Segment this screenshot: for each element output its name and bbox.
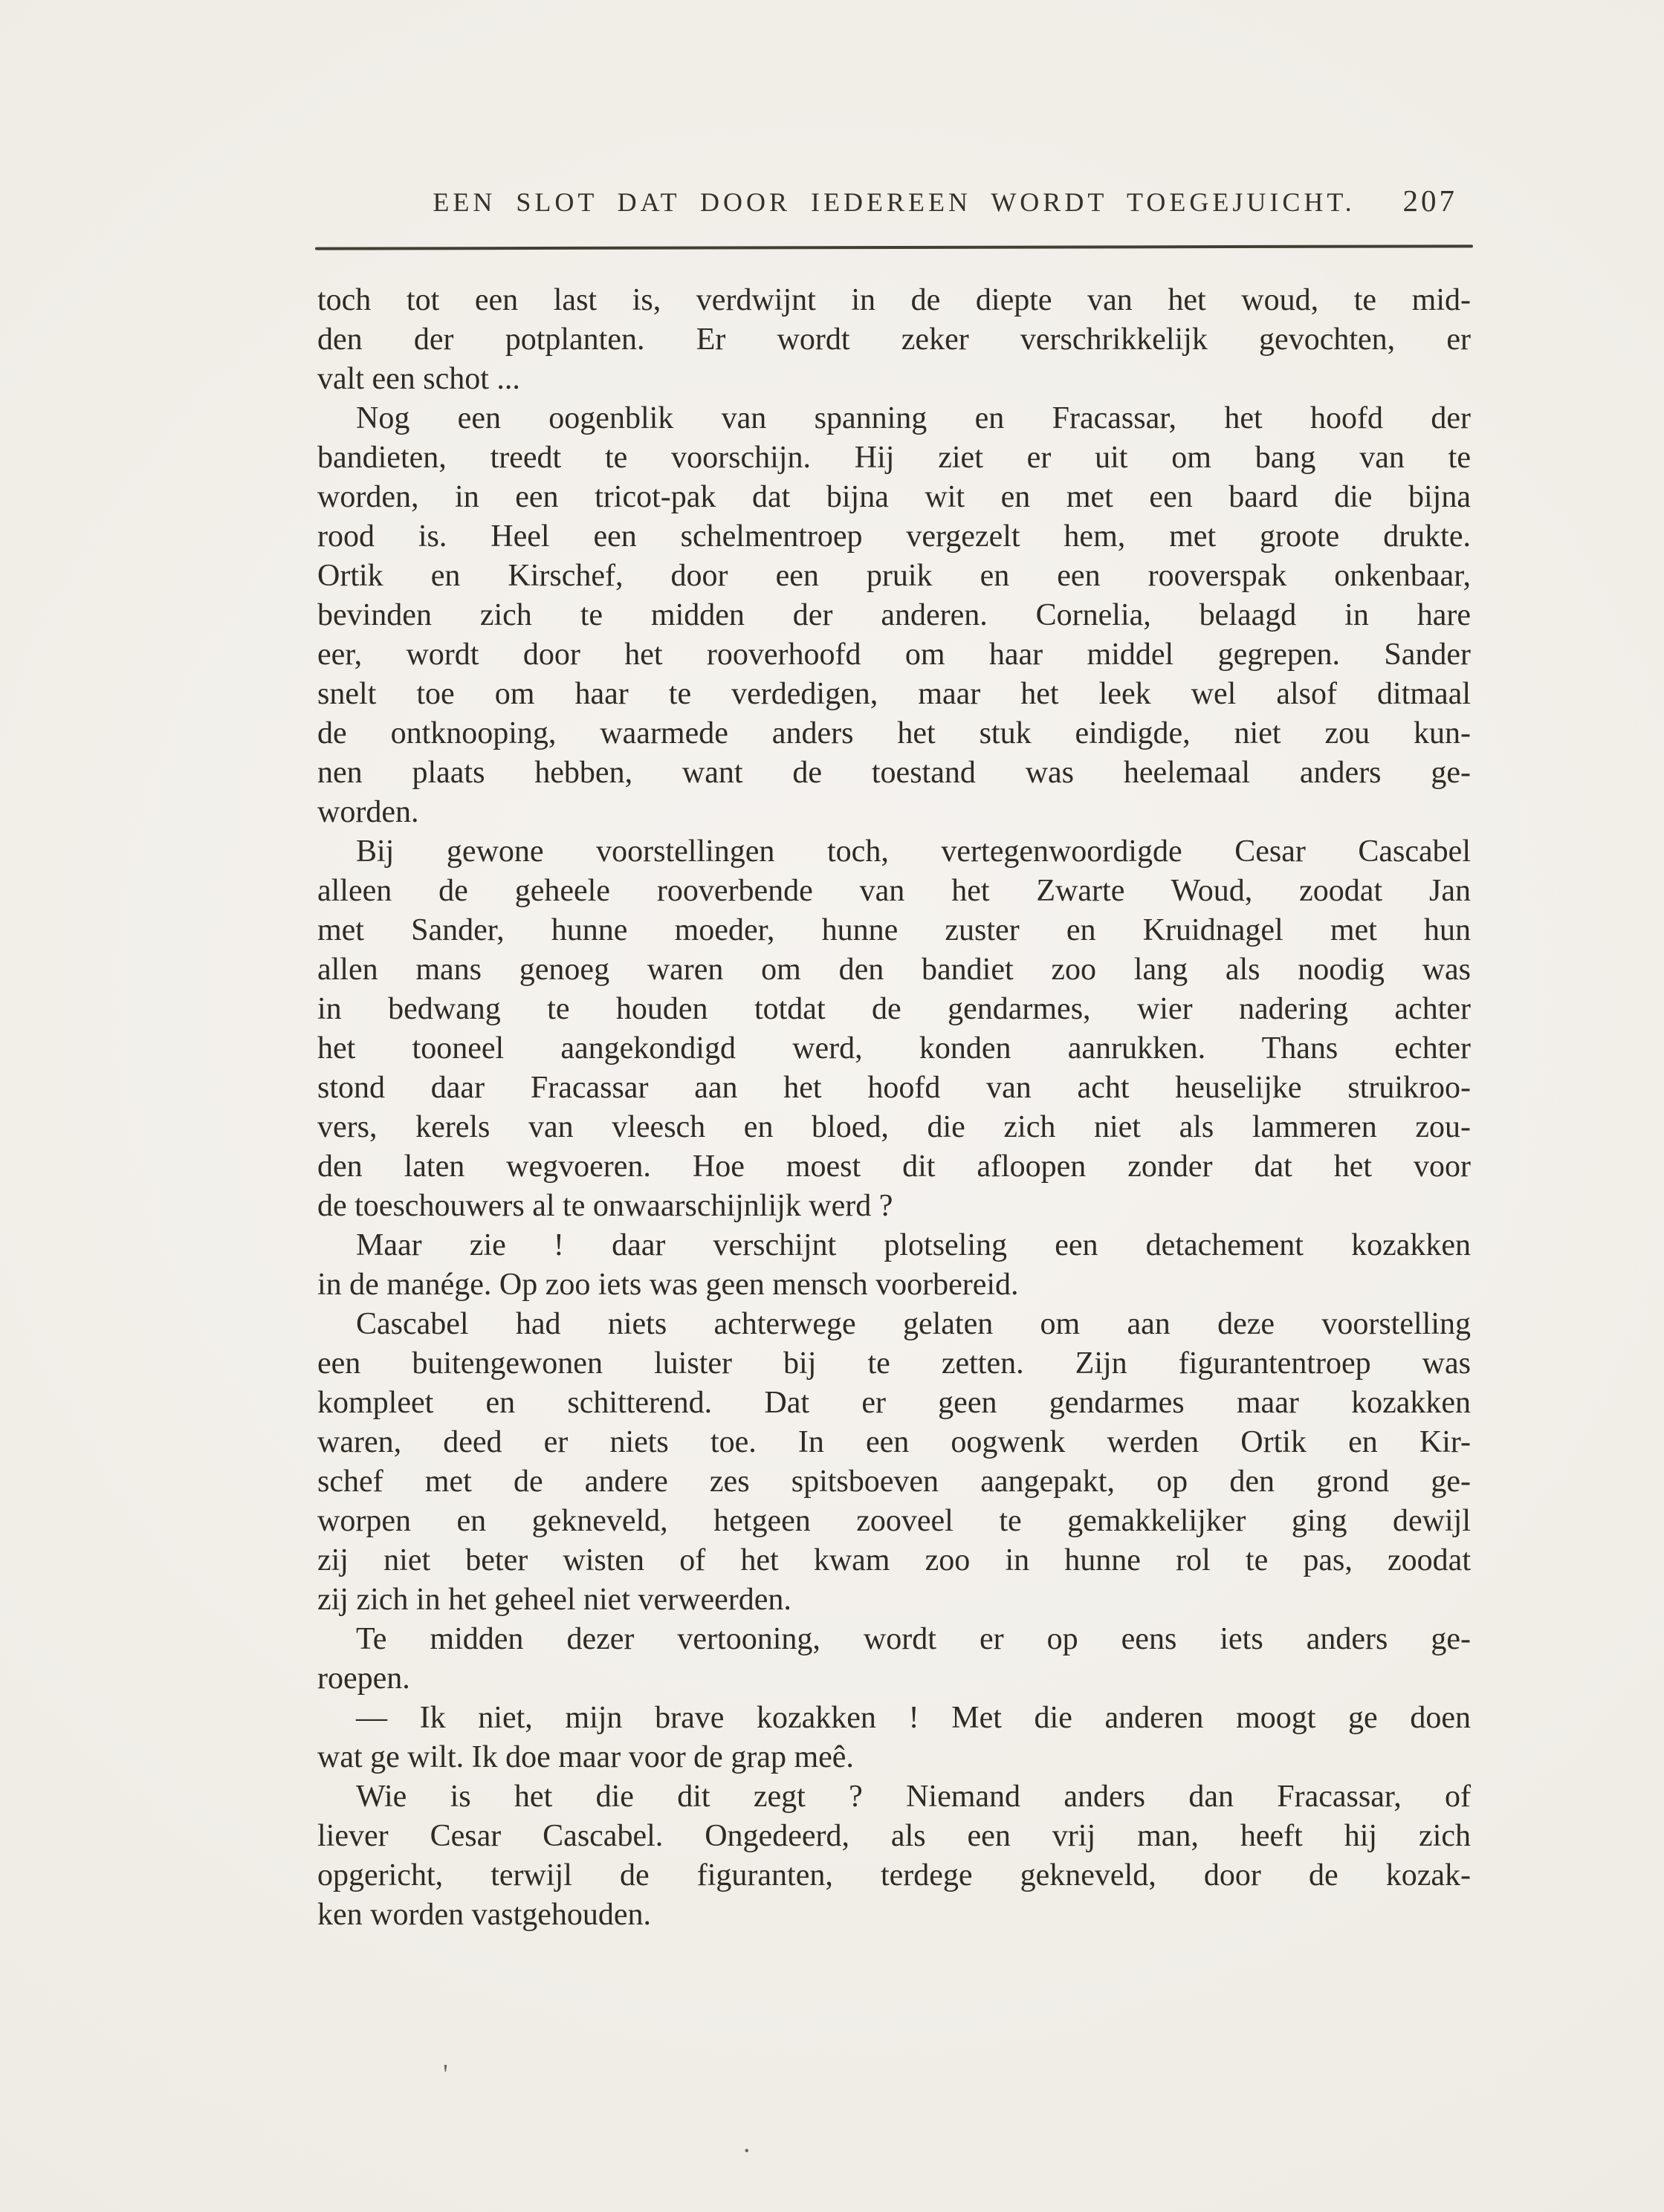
text-line: worden.	[317, 795, 419, 829]
paragraph	[317, 1226, 1471, 1305]
text-line: in bedwang te houden totdat de gendarmes, wier nadering achter	[317, 992, 1471, 1026]
text-line: wat ge wilt. Ik doe maar voor de grap meê.	[317, 1740, 854, 1774]
text-line: waren, deed er niets toe. In een oogwenk werden Ortik en Kir-	[317, 1425, 1471, 1459]
text-line: zij zich in het geheel niet verweerden.	[317, 1583, 791, 1617]
text-line: eer, wordt door het rooverhoofd om haar middel gegrepen. Sander	[317, 638, 1471, 672]
text-line: worpen en gekneveld, hetgeen zooveel te gemakkelijker ging dewijl	[317, 1504, 1471, 1538]
page-body	[317, 281, 1471, 1935]
text-line: rood is. Heel een schelmentroep vergezelt hem, met groote drukte.	[317, 519, 1471, 554]
text-line: bandieten, treedt te voorschijn. Hij ziet er uit om bang van te	[317, 441, 1471, 475]
text-line: vers, kerels van vleesch en bloed, die zich niet als lammeren zou-	[317, 1110, 1471, 1144]
paragraph	[317, 1305, 1471, 1620]
paragraph	[317, 1777, 1471, 1935]
page-number: 207	[1402, 184, 1457, 218]
text-line: Nog een oogenblik van spanning en Fracassar, het hoofd der	[356, 401, 1471, 435]
page-header	[317, 183, 1471, 221]
scan-speck: .	[743, 2127, 751, 2159]
running-title: EEN SLOT DAT DOOR IEDEREEN WORDT TOEGEJUICHT.	[433, 187, 1356, 217]
text-line: nen plaats hebben, want de toestand was heelemaal anders ge-	[317, 756, 1471, 790]
scan-speck: '	[443, 2059, 448, 2090]
text-line: in de manége. Op zoo iets was geen mensch voorbereid.	[317, 1268, 1019, 1302]
paragraph	[317, 1699, 1471, 1777]
text-line: het tooneel aangekondigd werd, konden aanrukken. Thans echter	[317, 1031, 1471, 1066]
text-line: den der potplanten. Er wordt zeker verschrikkelijk gevochten, er	[317, 322, 1471, 357]
paragraph	[317, 281, 1471, 399]
text-line: allen mans genoeg waren om den bandiet zoo lang als noodig was	[317, 953, 1471, 987]
text-line: kompleet en schitterend. Dat er geen gendarmes maar kozakken	[317, 1386, 1471, 1420]
header-rule	[315, 244, 1473, 250]
text-line: alleen de geheele rooverbende van het Zwarte Woud, zoodat Jan	[317, 874, 1471, 908]
text-line: met Sander, hunne moeder, hunne zuster en Kruidnagel met hun	[317, 913, 1471, 947]
text-line: ken worden vastgehouden.	[317, 1898, 652, 1932]
text-line: — Ik niet, mijn brave kozakken ! Met die anderen moogt ge doen	[356, 1701, 1471, 1735]
text-line: toch tot een last is, verdwijnt in de diepte van het woud, te mid-	[317, 283, 1471, 317]
text-line: Wie is het die dit zegt ? Niemand anders dan Fracassar, of	[356, 1780, 1471, 1814]
text-line: Bij gewone voorstellingen toch, vertegenwoordigde Cesar Cascabel	[356, 834, 1471, 869]
text-line: zij niet beter wisten of het kwam zoo in hunne rol te pas, zoodat	[317, 1543, 1471, 1577]
text-line: bevinden zich te midden der anderen. Cornelia, belaagd in hare	[317, 598, 1471, 632]
text-line: de ontknooping, waarmede anders het stuk eindigde, niet zou kun-	[317, 716, 1471, 750]
text-line: Cascabel had niets achterwege gelaten om aan deze voorstelling	[356, 1307, 1471, 1341]
text-line: een buitengewonen luister bij te zetten. Zijn figurantentroep was	[317, 1346, 1471, 1381]
text-line: valt een schot ...	[317, 362, 520, 396]
text-line: den laten wegvoeren. Hoe moest dit afloopen zonder dat het voor	[317, 1149, 1471, 1184]
text-line: opgericht, terwijl de figuranten, terdege gekneveld, door de kozak-	[317, 1858, 1471, 1892]
text-line: snelt toe om haar te verdedigen, maar het leek wel alsof ditmaal	[317, 677, 1471, 711]
text-line: liever Cesar Cascabel. Ongedeerd, als een vrij man, heeft hij zich	[317, 1819, 1471, 1853]
text-line: roepen.	[317, 1661, 410, 1696]
paragraph	[317, 399, 1471, 832]
text-line: de toeschouwers al te onwaarschijnlijk werd ?	[317, 1189, 893, 1223]
text-line: worden, in een tricot-pak dat bijna wit en met een baard die bijna	[317, 480, 1471, 514]
text-line: stond daar Fracassar aan het hoofd van acht heuselijke struikroo-	[317, 1071, 1471, 1105]
paragraph	[317, 1620, 1471, 1699]
text-line: Te midden dezer vertooning, wordt er op eens iets anders ge-	[356, 1622, 1471, 1656]
paragraph	[317, 832, 1471, 1226]
text-line: Maar zie ! daar verschijnt plotseling een detachement kozakken	[356, 1228, 1471, 1262]
text-line: schef met de andere zes spitsboeven aangepakt, op den grond ge-	[317, 1465, 1471, 1499]
text-line: Ortik en Kirschef, door een pruik en een rooverspak onkenbaar,	[317, 559, 1471, 593]
